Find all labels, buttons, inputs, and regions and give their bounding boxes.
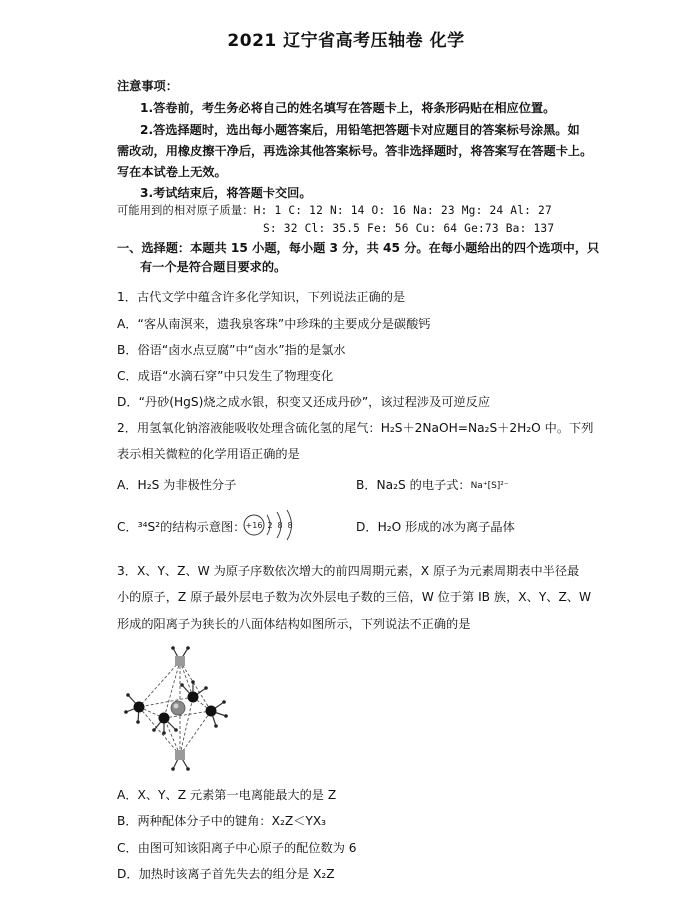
q2-option-a: A．H₂S 为非极性分子 — [117, 478, 237, 492]
octahedral-cation-diagram — [118, 640, 250, 776]
central-atom-highlight — [174, 704, 179, 709]
notice-item-3: 3.考试结束后，将答题卡交回。 — [140, 186, 312, 200]
notice-heading: 注意事项： — [117, 79, 178, 93]
equatorial-ligand-2 — [159, 713, 170, 724]
q2-stem-line-2: 表示相关微粒的化学用语正确的是 — [117, 447, 300, 461]
q3-option-c: C．由图可知该阳离子中心原子的配位数为 6 — [117, 841, 357, 855]
notice-item-1: 1.答卷前，考生务必将自己的姓名填写在答题卡上，将条形码贴在相应位置。 — [140, 101, 556, 115]
notice-item-2: 2.答选择题时，选出每小题答案后，用铅笔把答题卡对应题目的答案标号涂黑。如 — [140, 123, 580, 137]
q1-option-a: A．“客从南溟来，遗我泉客珠”中珍珠的主要成分是碳酸钙 — [117, 317, 431, 331]
q2-option-b-label: B．Na₂S 的电子式： — [356, 478, 471, 492]
equatorial-ligand-4 — [188, 692, 199, 703]
q2-stem-line-1: 2．用氢氧化钠溶液能吸收处理含硫化氢的尾气：H₂S＋2NaOH=Na₂S＋2H₂O 中。下列 — [117, 421, 594, 435]
q3-option-b: B．两种配体分子中的键角：X₂Z＜YX₃ — [117, 814, 327, 828]
q3-stem-line-3: 形成的阳离子为狭长的八面体结构如图所示，下列说法不正确的是 — [117, 617, 471, 631]
q2-option-c: C．³⁴S²的结构示意图： — [117, 520, 246, 534]
atomic-mass-line-2: S: 32 Cl: 35.5 Fe: 56 Cu: 64 Ge:73 Ba: 137 — [263, 222, 555, 235]
atomic-mass-line-1: 可能用到的相对原子质量：H: 1 C: 12 N: 14 O: 16 Na: 23 Mg: 24 Al: 27 — [117, 204, 552, 217]
na2s-electron-formula: Na⁺[S]²⁻ — [470, 481, 509, 491]
sulfide-ion-structure-diagram — [240, 508, 304, 542]
q1-option-d: D．“丹砂(HgS)烧之成水银，积变又还成丹砂”，该过程涉及可逆反应 — [117, 395, 491, 409]
q1-option-b: B．俗语“卤水点豆腐”中“卤水”指的是氯水 — [117, 343, 346, 357]
page-title: 2021 辽宁省高考压轴卷 化学 — [227, 31, 465, 51]
nucleus-charge: +16 — [245, 521, 263, 530]
axial-ligand-bottom — [175, 750, 185, 760]
q3-option-a: A．X、Y、Z 元素第一电离能最大的是 Z — [117, 788, 337, 802]
section-1-heading-cont: 有一个是符合题目要求的。 — [140, 260, 287, 274]
notice-item-2-cont: 需改动，用橡皮擦干净后，再选涂其他答案标号。答非选择题时，将答案写在答题卡上。 — [117, 144, 593, 158]
q2-option-d: D．H₂O 形成的冰为离子晶体 — [356, 520, 515, 534]
shell-electrons-1: 2 — [267, 521, 273, 530]
notice-item-2-end: 写在本试卷上无效。 — [117, 165, 227, 179]
axial-ligand-top — [175, 656, 185, 666]
section-1-heading: 一、选择题：本题共 15 小题，每小题 3 分，共 45 分。在每小题给出的四个选项中，只 — [117, 241, 600, 255]
central-metal-atom — [171, 701, 185, 715]
q3-stem-line-1: 3．X、Y、Z、W 为原子序数依次增大的前四周期元素，X 原子为元素周期表中半径最 — [117, 564, 580, 578]
shell-electrons-2: 8 — [277, 521, 283, 530]
q2-option-b — [356, 476, 509, 493]
q3-option-d: D．加热时该离子首先失去的组分是 X₂Z — [117, 867, 335, 881]
q3-stem-line-2: 小的原子，Z 原子最外层电子数为次外层电子数的三倍，W 位于第 IB 族，X、Y、Z、W — [117, 590, 592, 604]
equatorial-ligand-3 — [206, 706, 217, 717]
q1-option-c: C．成语“水滴石穿”中只发生了物理变化 — [117, 369, 334, 383]
q1-stem: 1．古代文学中蕴含许多化学知识，下列说法正确的是 — [117, 290, 406, 304]
equatorial-ligand-1 — [134, 702, 145, 713]
shell-electrons-3: 8 — [287, 521, 293, 530]
